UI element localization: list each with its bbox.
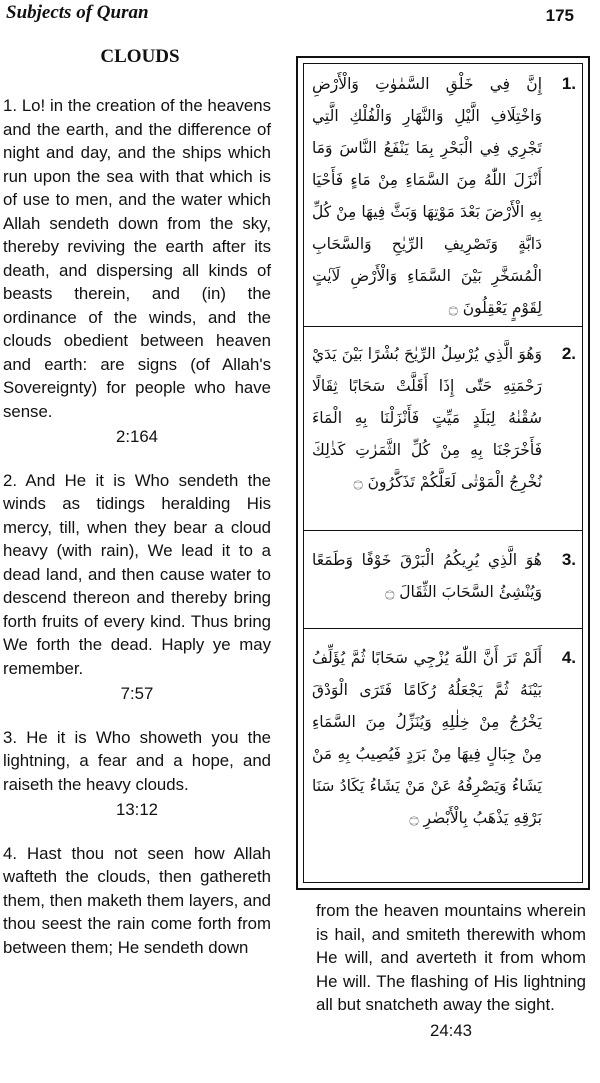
divider-1 (304, 326, 582, 327)
arabic-box (296, 56, 590, 890)
verse-4-continuation (316, 899, 586, 1042)
divider-3 (304, 628, 582, 629)
arabic-verse-1 (304, 64, 582, 318)
verse-reference-3: 13:12 (116, 800, 158, 819)
verse-block-2 (3, 469, 271, 706)
verse-text-4-continued: from the heaven mountains wherein is hail, and smiteth therewith whom He will, and averteth it from whom He will. The flashing of His lightning all but snatcheth away the sight. (316, 901, 586, 1014)
arabic-verse-number-2: 2. (561, 344, 576, 363)
divider-2 (304, 530, 582, 531)
page-header (0, 0, 600, 34)
english-column (3, 94, 271, 979)
arabic-verse-text-1: إِنَّ فِي خَلْقِ السَّمٰوٰتِ وَالْأَرْضِ وَاخْتِلَافِ الَّيْلِ وَالنَّهَارِ وَالْفُلْكِ الَّتِي تَجْرِي فِي الْبَحْرِ بِمَا يَنْفَعُ النَّاسَ وَمَا أَنْزَلَ اللّٰهُ مِنَ السَّمَاءِ مِنْ مَاءٍ فَأَحْيَا بِهِ الْأَرْضَ بَعْدَ مَوْتِهَا وَبَثَّ فِيهَا مِنْ كُلِّ دَابَّةٍ وَتَصْرِيفِ الرِّيٰحِ وَالسَّحَابِ الْمُسَخَّرِ بَيْنَ السَّمَاءِ وَالْأَرْضِ لَآيٰتٍ لِقَوْمٍ يَعْقِلُونَ ۝ (312, 75, 542, 317)
verse-text-2: 2. And He it is Who sendeth the winds as tidings heralding His mercy, till, when they bear a cloud heavy (with rain), We lead it to a dead land, and then cause water to descend thereon and thereby bring forth fruits of every kind. Thus bring We forth the dead. Haply ye may remember. (3, 470, 271, 678)
arabic-verse-text-4: أَلَمْ تَرَ أَنَّ اللّٰهَ يُزْجِي سَحَابًا ثُمَّ يُؤَلِّفُ بَيْنَهُ ثُمَّ يَجْعَلُهُ رُكَامًا فَتَرَى الْوَدْقَ يَخْرُجُ مِنْ خِلٰلِهِ وَيُنَزِّلُ مِنَ السَّمَاءِ مِنْ جِبَالٍ فِيهَا مِنْ بَرَدٍ فَيُصِيبُ بِهِ مَنْ يَشَاءُ وَيَصْرِفُهُ عَنْ مَنْ يَشَاءُ يَكَادُ سَنَا بَرْقِهِ يَذْهَبُ بِالْأَبْصٰرِ ۝ (312, 649, 542, 827)
verse-text-1: 1. Lo! in the creation of the heavens and the earth, and the difference of night and day, and the ships which run upon the sea with that which is of use to men, and the water which Allah sendeth down from the sky, thereby reviving the earth after its death, and dispersing all kinds of beasts therein, and (in) the ordinance of the winds, and the clouds obedient between heaven and earth: are signs (of Allah's Sovereignty) for people who have sense. (3, 96, 271, 421)
arabic-verse-number-3: 3. (561, 550, 576, 569)
arabic-verse-2 (304, 334, 582, 524)
arabic-verse-number-4: 4. (561, 648, 576, 667)
verse-block-1 (3, 94, 271, 449)
section-title: CLOUDS (100, 46, 180, 67)
page-number: 175 (545, 6, 574, 25)
arabic-verse-number-1: 1. (561, 74, 576, 93)
verse-reference-2: 7:57 (120, 684, 154, 703)
verse-reference-4: 24:43 (430, 1020, 472, 1040)
verse-reference-1: 2:164 (116, 427, 158, 446)
arabic-verse-text-3: هُوَ الَّذِي يُرِيكُمُ الْبَرْقَ خَوْفًا وَطَمَعًا وَيُنْشِئُ السَّحَابَ الثِّقَالَ ۝ (312, 551, 542, 601)
arabic-box-inner (303, 63, 583, 883)
verse-block-4 (3, 842, 271, 960)
arabic-verse-4 (304, 638, 582, 878)
book-title: Subjects of Quran (6, 2, 149, 23)
arabic-verse-3 (304, 540, 582, 620)
verse-block-3 (3, 726, 271, 822)
arabic-verse-text-2: وَهُوَ الَّذِي يُرْسِلُ الرِّيٰحَ بُشْرًا بَيْنَ يَدَيْ رَحْمَتِهِ حَتّٰى إِذَا أَقَلَّتْ سَحَابًا ثِقَالًا سُقْنٰهُ لِبَلَدٍ مَيِّتٍ فَأَنْزَلْنَا بِهِ الْمَاءَ فَأَخْرَجْنَا بِهِ مِنْ كُلِّ الثَّمَرٰتِ كَذٰلِكَ نُخْرِجُ الْمَوْتٰى لَعَلَّكُمْ تَذَكَّرُونَ ۝ (312, 345, 542, 491)
verse-text-4: 4. Hast thou not seen how Allah wafteth the clouds, then gathereth them, then maketh them layers, and thou seest the rain come forth from between them; He sendeth down (3, 843, 271, 957)
verse-text-3: 3. He it is Who showeth you the lightning, a fear and a hope, and raiseth the heavy clouds. (3, 727, 271, 794)
